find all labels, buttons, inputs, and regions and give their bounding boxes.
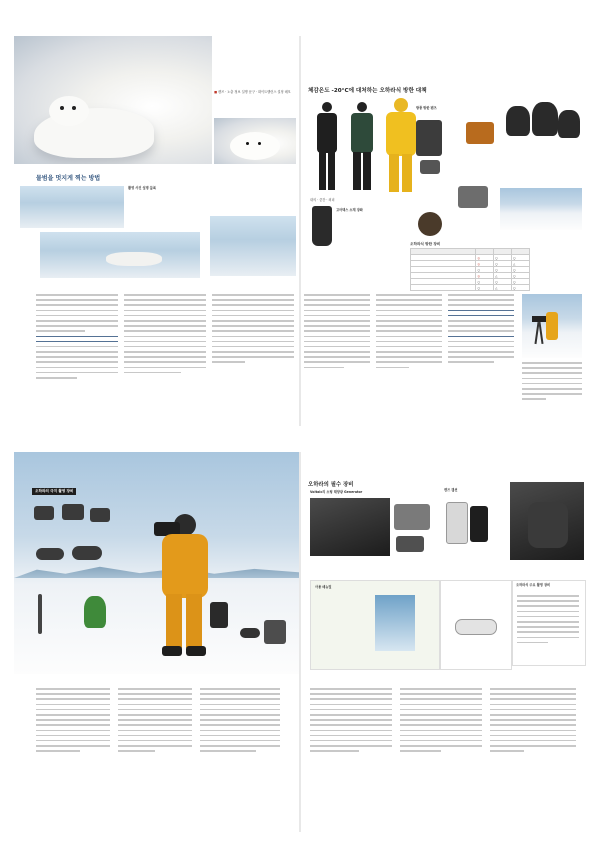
telephoto-lens-2 xyxy=(470,506,488,542)
camera-body-2 xyxy=(62,504,84,520)
ice-photo-2 xyxy=(40,232,200,278)
page-essential-gear xyxy=(300,452,586,832)
book-box: 사용 매뉴얼 xyxy=(310,580,440,670)
bottom-right-text-2 xyxy=(400,688,482,828)
right-text-col-2 xyxy=(376,294,442,414)
body-text-col-1 xyxy=(36,294,118,414)
page-seal-photography xyxy=(14,36,300,426)
seal-photo-main xyxy=(14,36,212,164)
laptop-image xyxy=(394,504,430,530)
gear-photo xyxy=(500,188,582,230)
page-cold-gear xyxy=(300,36,586,426)
boots-caption: 고어텍스 소재 장화 xyxy=(336,208,363,212)
solar-panel-photo xyxy=(310,498,390,556)
bottom-left-text-2 xyxy=(118,688,192,828)
stuff-sack xyxy=(84,596,106,628)
gear-pants xyxy=(416,120,442,156)
bottom-right-text-1 xyxy=(310,688,392,828)
page-photographer xyxy=(14,452,300,832)
gear-panel-heading: 오하라의 극지 촬영 장비 xyxy=(32,488,76,495)
gear-mask xyxy=(418,212,442,236)
right-text-col-1 xyxy=(304,294,370,414)
ice-photo-1 xyxy=(20,186,124,228)
gear-bag xyxy=(466,122,494,144)
essential-gear-title: 오하라의 필수 장비 xyxy=(308,482,354,488)
gear-hat xyxy=(420,160,440,174)
boots-image xyxy=(312,206,332,246)
right-text-col-4 xyxy=(522,362,582,416)
main-gear-panel-title: 오하라식 주요 촬영 장비 xyxy=(516,583,551,587)
gear-caption-2: 방풍 방한 팬츠 xyxy=(416,106,437,110)
lens-2 xyxy=(72,546,102,560)
camera-body-1 xyxy=(34,506,54,520)
gear-layer xyxy=(458,186,488,208)
gear-panel xyxy=(28,486,120,666)
solar-generator-label: Voltaic의 소형 태양광 Generator xyxy=(310,490,363,494)
glove-1 xyxy=(506,106,530,136)
camera-body-3 xyxy=(90,508,110,522)
ice-caption: 촬영 사진 설명 블록 xyxy=(128,186,156,190)
ice-photo-3 xyxy=(210,216,296,276)
outer-layer-figure xyxy=(384,98,418,194)
figure-labels: 내의 · 중간 · 외피 xyxy=(310,198,335,202)
telephoto-lens xyxy=(446,502,468,544)
backpack-photo xyxy=(510,482,584,560)
right-page-title: 체감온도 -20°C에 대처하는 오하라식 방한 대책 xyxy=(308,88,427,94)
top-spread xyxy=(14,36,586,426)
main-gear-panel xyxy=(512,580,586,666)
lens-caption: 렌즈 캡션 xyxy=(444,488,458,492)
bottom-left-text-3 xyxy=(200,688,280,828)
base-layer-figure xyxy=(314,102,340,192)
battery-image xyxy=(396,536,424,552)
bottom-spread xyxy=(14,452,586,832)
pack xyxy=(264,620,286,644)
bottom-right-text-3 xyxy=(490,688,576,828)
body-text-col-3 xyxy=(212,294,294,414)
mid-layer-figure xyxy=(348,102,376,192)
right-text-col-3 xyxy=(448,294,514,414)
table-title: 오하라식 방한 장비 xyxy=(410,242,441,246)
gear-comparison-table: ◎ ○ ○ ◎ ○ △ ○ ○ ○ ◎ △ ○ ○ ○ ○ ○ △ ○ xyxy=(410,248,530,291)
body-text-col-2 xyxy=(124,294,206,414)
tripod xyxy=(38,594,42,634)
glove-3 xyxy=(558,110,580,138)
left-page-title: 물범을 멋지게 찍는 방법 xyxy=(36,175,101,182)
goggles xyxy=(240,628,260,638)
photographer-tripod-photo xyxy=(522,294,582,358)
glove-2 xyxy=(532,102,558,136)
bottom-left-text-1 xyxy=(36,688,110,828)
boots-bottom xyxy=(210,602,228,628)
lens-box xyxy=(440,580,512,670)
caption-box-top: ■ 렌즈 · 노출 정보 설명 문구 · 화이트밸런스 설정 메모 xyxy=(212,88,298,116)
lens-1 xyxy=(36,548,64,560)
seal-photo-small xyxy=(214,118,296,164)
